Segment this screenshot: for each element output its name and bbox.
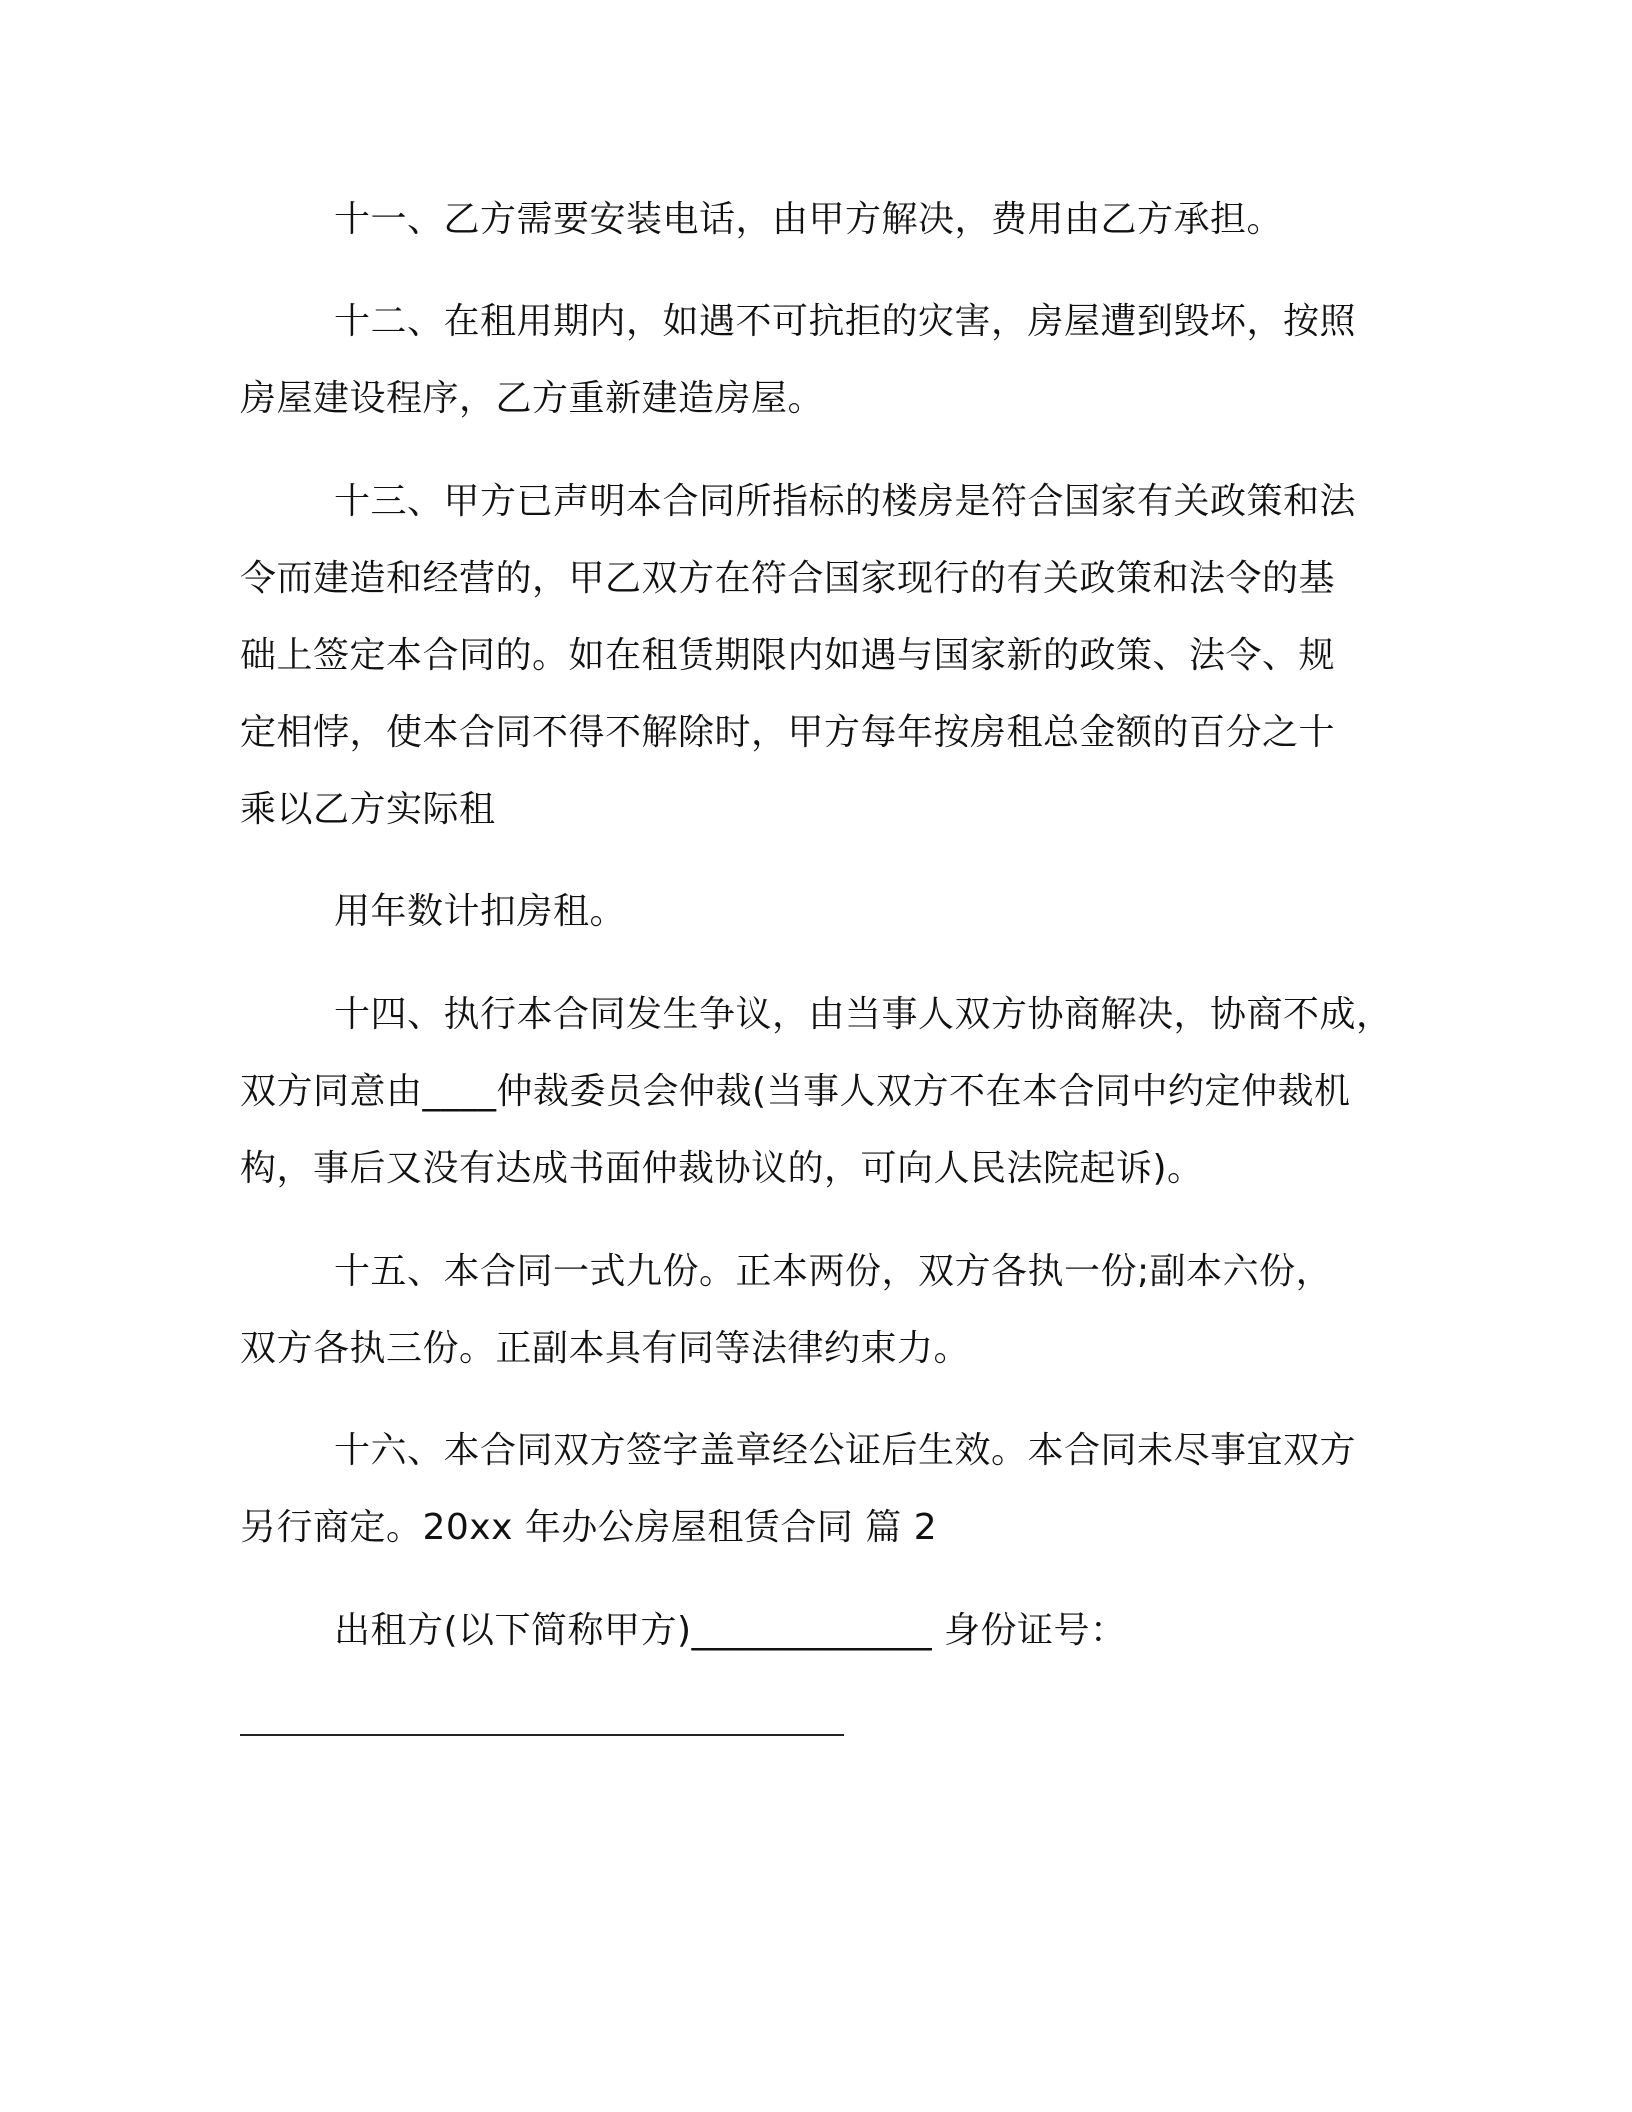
clause-15-line-2: 双方各执三份。正副本具有同等法律约束力。 — [240, 1328, 971, 1369]
clause-13-line-1: 十三、甲方已声明本合同所指标的楼房是符合国家有关政策和法 — [334, 481, 1357, 522]
clause-13-continuation: 用年数计扣房租。 — [334, 891, 627, 932]
clause-12-line-2: 房屋建设程序，乙方重新建造房屋。 — [240, 378, 825, 419]
clause-13-line-2: 令而建造和经营的，甲乙双方在符合国家现行的有关政策和法令的基 — [240, 558, 1336, 599]
clause-14-line-1: 十四、执行本合同发生争议，由当事人双方协商解决，协商不成， — [334, 994, 1393, 1035]
clause-11-line-1: 十一、乙方需要安装电话，由甲方解决，费用由乙方承担。 — [334, 199, 1284, 240]
clause-14-line-3: 构，事后又没有达成书面仲裁协议的，可向人民法院起诉)。 — [240, 1148, 1204, 1189]
clause-15-line-1: 十五、本合同一式九份。正本两份，双方各执一份;副本六份， — [334, 1251, 1333, 1292]
clause-14-line-2: 双方同意由____仲裁委员会仲裁(当事人双方不在本合同中约定仲裁机 — [240, 1071, 1351, 1112]
lessor-line: 出租方(以下简称甲方)_____________ 身份证号： — [334, 1610, 1127, 1651]
clause-16-line-1: 十六、本合同双方签字盖章经公证后生效。本合同未尽事宜双方 — [334, 1430, 1357, 1471]
clause-12-line-1: 十二、在租用期内，如遇不可抗拒的灾害，房屋遭到毁坏，按照 — [334, 301, 1357, 342]
clause-16-line-2: 另行商定。20xx 年办公房屋租赁合同 篇 2 — [240, 1507, 938, 1548]
clause-13-line-4: 定相悖，使本合同不得不解除时，甲方每年按房租总金额的百分之十 — [240, 712, 1336, 753]
id-number-blank-line — [240, 1734, 844, 1736]
clause-13-line-3: 础上签定本合同的。如在租赁期限内如遇与国家新的政策、法令、规 — [240, 635, 1336, 676]
clause-13-line-5: 乘以乙方实际租 — [240, 789, 496, 830]
